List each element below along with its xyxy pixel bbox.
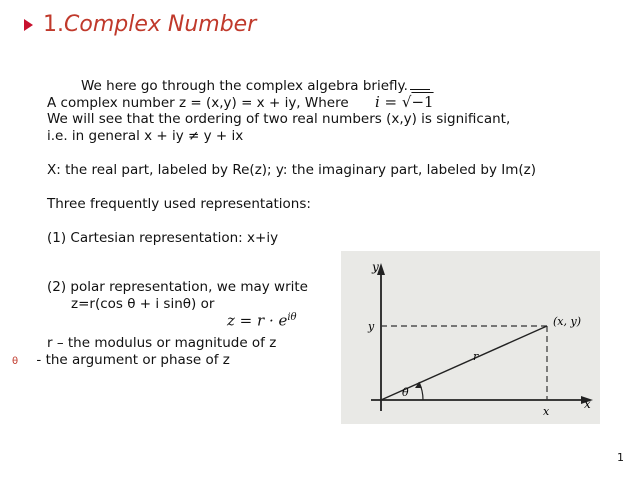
ordering-text: We will see that the ordering of two real numbers (x,y) is significant, <box>47 111 511 127</box>
intro-text: We here go through the complex algebra briefly. <box>81 78 408 94</box>
definition-text: A complex number z = (x,y) = x + iy, Where <box>47 95 349 111</box>
y-tick-label: y <box>368 320 375 333</box>
cartesian-line <box>47 230 278 247</box>
y-axis-label: y <box>372 260 379 274</box>
x-tick-label: x <box>543 405 550 418</box>
complex-plane-diagram <box>341 251 600 424</box>
inequality-text: i.e. in general x + iy ≠ y + ix <box>47 128 244 144</box>
inequality-line <box>47 128 243 145</box>
argument-text: - the argument or phase of z <box>32 352 230 368</box>
representations-line <box>47 196 311 213</box>
re-z-label: Re(z); <box>232 162 272 178</box>
polar-text: (2) polar representation, we may write <box>47 279 308 295</box>
i-definition-math <box>375 93 434 111</box>
argument-line <box>12 352 230 370</box>
sqrt-icon: √ <box>401 93 412 111</box>
imag-part-text: y: the imaginary part, labeled by <box>271 162 502 178</box>
euler-formula-base: z = r · e <box>227 311 288 330</box>
im-z-label: Im(z) <box>501 162 537 178</box>
slide-title <box>43 12 256 37</box>
x-axis-label: x <box>584 397 591 411</box>
modulus-line <box>47 335 276 352</box>
euler-formula-exponent: iθ <box>287 312 297 323</box>
definition-line <box>47 94 434 112</box>
polar-formula-text: z=r(cos θ + i sinθ) or <box>71 296 215 312</box>
title-bullet-icon <box>24 19 33 31</box>
ordering-line <box>47 111 510 128</box>
underline-mark <box>410 77 430 90</box>
modulus-text: r – the modulus or magnitude of z <box>47 335 277 351</box>
complex-plane-svg <box>341 251 600 424</box>
title-text: Complex Number <box>64 12 257 37</box>
radicand: −1 <box>411 93 434 111</box>
polar-line <box>47 279 308 296</box>
cartesian-text: (1) Cartesian representation: x+iy <box>47 230 279 246</box>
point-label: (x, y) <box>553 315 581 328</box>
real-part-text: X: the real part, labeled by <box>47 162 233 178</box>
euler-formula <box>227 309 297 331</box>
title-number: 1. <box>43 12 64 37</box>
angle-label: θ <box>402 386 409 399</box>
theta-bullet: θ <box>12 356 19 367</box>
radius-label: r <box>473 350 479 363</box>
representations-text: Three frequently used representations: <box>47 196 311 212</box>
polar-formula-line <box>71 296 214 313</box>
page-number: 1 <box>617 451 624 464</box>
i-equals: i = <box>374 93 402 111</box>
parts-line <box>47 162 536 179</box>
